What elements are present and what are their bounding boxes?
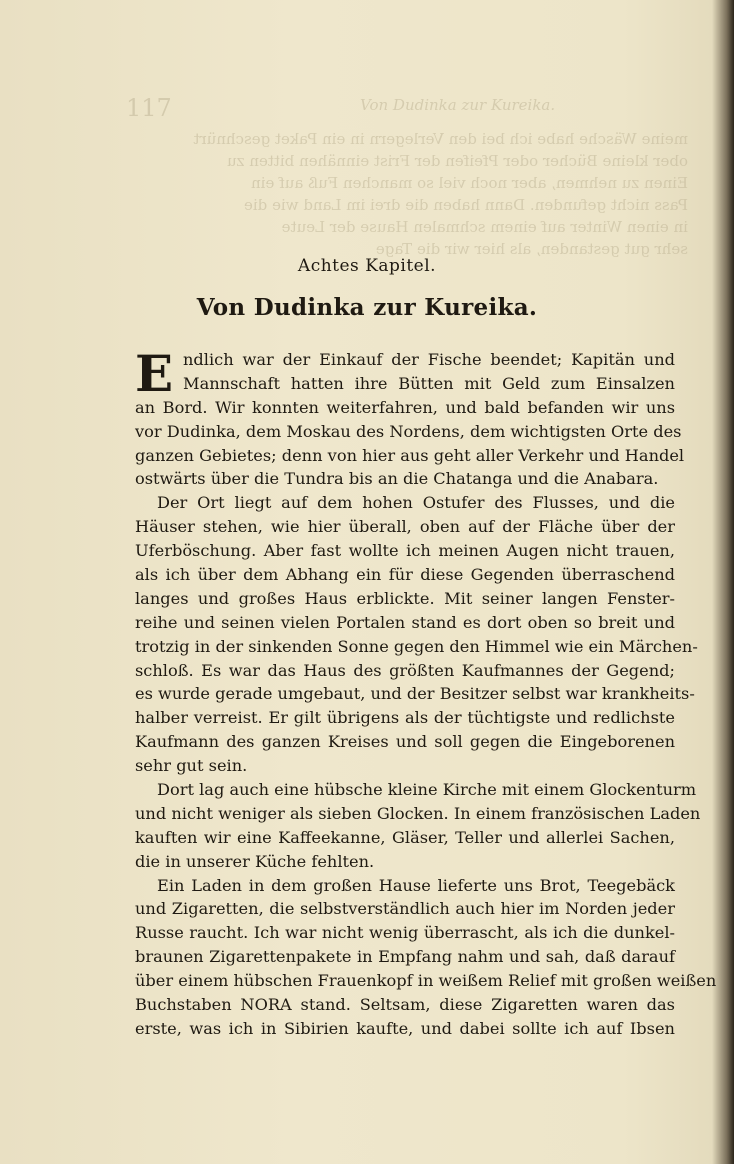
text-line: die in unserer Küche fehlten. [135, 851, 375, 871]
text-line: Ein Laden in dem großen Hause lieferte uns Brot, Teegebäck [157, 875, 675, 895]
text-line: Russe raucht. Ich war nicht wenig überrascht, als ich die dunkel- [135, 923, 675, 943]
text-line: Uferböschung. Aber fast wollte ich meinen Augen nicht trauen, [135, 541, 675, 561]
text-line: über einem hübschen Frauenkopf in weißem Relief mit großen weißen [135, 971, 717, 991]
text-line: braunen Zigarettenpakete in Empfang nahm und sah, daß darauf [135, 947, 675, 967]
text-line: und Zigaretten, die selbstverständlich auch hier im Norden jeder [135, 899, 675, 919]
text-line: erste, was ich in Sibirien kaufte, und dabei sollte ich auf Ibsen [135, 1018, 675, 1038]
text-line: trotzig in der sinkenden Sonne gegen den Himmel wie ein Märchen- [135, 636, 698, 656]
chapter-label: Achtes Kapitel. [297, 256, 437, 276]
text-line: Kaufmann des ganzen Kreises und soll gegen die Eingeborenen [135, 732, 675, 752]
text-line: Der Ort liegt auf dem hohen Ostufer des Flusses, und die [157, 493, 675, 513]
text-line: langes und großes Haus erblickte. Mit seiner langen Fenster- [135, 588, 675, 608]
text-line: ostwärts über die Tundra bis an die Chatanga und die Anabara. [135, 469, 659, 489]
text-line: Häuser stehen, wie hier überall, oben auf der Fläche über der [135, 517, 675, 537]
bleed-through-running-head: Von Dudinka zur Kureika. [360, 96, 556, 114]
text-line: als ich über dem Abhang ein für diese Gegenden überraschend [135, 565, 675, 585]
bleed-through-line: sehr gut gestanden, als hier wir die Tage [375, 240, 688, 258]
text-line: Buchstaben NORA stand. Seltsam, diese Zigaretten waren das [135, 995, 675, 1015]
drop-cap: E [134, 344, 174, 403]
bleed-through-line: meine Wäsche habe ich bei den Verlegern in ein Paket geschnürt [193, 130, 688, 148]
bleed-through-line: in einen Winter auf einem schmalen Hause der Leute [281, 218, 688, 236]
text-line: und nicht weniger als sieben Glocken. In einem französischen Laden [135, 803, 701, 823]
text-line: kauften wir eine Kaffeekanne, Gläser, Teller und allerlei Sachen, [135, 827, 675, 847]
text-line: ndlich war der Einkauf der Fische beendet; Kapitän und [183, 350, 675, 369]
text-line: schloß. Es war das Haus des größten Kaufmannes der Gegend; [135, 660, 675, 680]
chapter-title: Von Dudinka zur Kureika. [196, 294, 538, 321]
text-line: Dort lag auch eine hübsche kleine Kirche mit einem Glockenturm [157, 780, 697, 800]
text-line: halber verreist. Er gilt übrigens als der tüchtigste und redlichste [135, 708, 675, 728]
bleed-through-line: Pass nicht gefunden. Dann haben die drei im Land wie die [244, 196, 688, 214]
text-line: an Bord. Wir konnten weiterfahren, und bald befanden wir uns [135, 397, 675, 417]
text-line: Mannschaft hatten ihre Bütten mit Geld zum Einsalzen [183, 373, 675, 393]
bleed-through-line: ober kleine Bücher oder Pfeifen der Frist einnähen bitten zu [226, 152, 688, 170]
text-line: reihe und seinen vielen Portalen stand es dort oben so breit und [135, 612, 675, 632]
text-line: ganzen Gebietes; denn von hier aus geht aller Verkehr und Handel [135, 445, 685, 465]
bleed-through-line: Einen zu nehmen, aber noch viel so manchen Fuß auf ein [251, 174, 688, 192]
body-text [134, 344, 717, 1041]
text-line: vor Dudinka, dem Moskau des Nordens, dem wichtigsten Orte des [135, 421, 682, 441]
text-line: sehr gut sein. [135, 756, 248, 776]
text-line: es wurde gerade umgebaut, und der Besitzer selbst war krankheits- [135, 684, 695, 704]
bleed-through-page-number: 117 [126, 94, 172, 122]
